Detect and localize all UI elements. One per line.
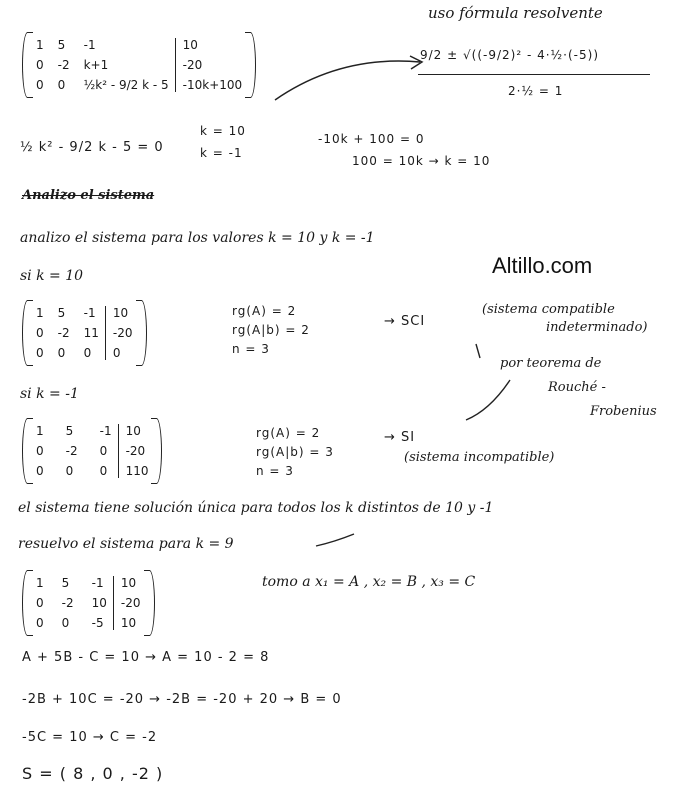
augmented-cell: 10 [120, 576, 137, 590]
watermark: Altillo.com [492, 253, 593, 278]
matrix-cell: 0 [57, 78, 66, 92]
matrix-cell: 1 [36, 306, 44, 320]
matrix-cell: 0 [36, 596, 44, 610]
analysis-line: analizo el sistema para los valores k = 10 y k = -1 [20, 230, 375, 246]
solve-heading: resuelvo el sistema para k = 9 [18, 536, 234, 552]
step-3: -5C = 10 → C = -2 [22, 730, 158, 745]
matrix-cell: -2 [57, 326, 70, 340]
augmented-cell: 10 [120, 616, 137, 630]
matrix-case1 [22, 302, 147, 364]
check-mark-icon [310, 532, 360, 556]
matrix-cell: 0 [99, 444, 108, 458]
formula-denominator: 2·½ = 1 [508, 84, 564, 98]
matrix-cell: 0 [36, 58, 44, 72]
step-2: -2B + 10C = -20 → -2B = -20 + 20 → B = 0 [22, 692, 342, 707]
pointer-lines [460, 340, 520, 430]
matrix-cell: -1 [83, 38, 96, 52]
theorem-note-1: por teorema de [500, 356, 602, 371]
step-1: A + 5B - C = 10 → A = 10 - 2 = 8 [22, 650, 270, 665]
matrix-cell: -2 [57, 58, 70, 72]
variables-note: tomo a x₁ = A , x₂ = B , x₃ = C [262, 574, 476, 590]
matrix-cell: 0 [99, 464, 108, 478]
case1-n: n = 3 [232, 342, 270, 356]
matrix-cell: 0 [36, 78, 44, 92]
theorem-note-2: Rouché - [548, 380, 606, 395]
matrix-cell: 0 [36, 444, 44, 458]
matrix-cell: 0 [36, 464, 44, 478]
case2-result: → SI [384, 430, 416, 445]
root-1: k = 10 [200, 124, 246, 138]
case1-rank-ab: rg(A|b) = 2 [232, 323, 310, 337]
matrix-cell: 5 [57, 306, 66, 320]
case1-label: si k = 10 [20, 268, 84, 284]
augmented-cell: 0 [112, 346, 121, 360]
matrix-cell: 1 [36, 38, 44, 52]
matrix-cell: 0 [57, 346, 66, 360]
matrix-cell: 0 [36, 616, 44, 630]
matrix-cell: 0 [65, 464, 74, 478]
case2-rank-a: rg(A) = 2 [256, 426, 321, 440]
augmented-cell: -20 [120, 596, 141, 610]
case2-rank-ab: rg(A|b) = 3 [256, 445, 334, 459]
augmented-cell: 10 [125, 424, 141, 438]
equation-1: -10k + 100 = 0 [318, 132, 425, 146]
matrix-cell: 0 [36, 326, 44, 340]
matrix-cell: -1 [83, 306, 96, 320]
case1-note-2: indeterminado) [546, 320, 648, 335]
matrix-cell: 0 [36, 346, 44, 360]
case2-ranks [256, 424, 334, 481]
augmented-cell: -20 [125, 444, 146, 458]
matrix-cell: k+1 [83, 58, 109, 72]
matrix-cell: 0 [83, 346, 92, 360]
crossed-out-heading: Analizo el sistema [22, 188, 155, 203]
case2-n: n = 3 [256, 464, 294, 478]
matrix-cell: -2 [61, 596, 74, 610]
augmented-cell: 10 [112, 306, 129, 320]
conclusion: el sistema tiene solución única para todos los k distintos de 10 y -1 [18, 500, 494, 516]
matrix-final [22, 572, 155, 634]
solution: S = ( 8 , 0 , -2 ) [22, 764, 164, 783]
case1-result: → SCI [384, 314, 426, 329]
formula-note-title: uso fórmula resolvente [428, 4, 603, 22]
root-2: k = -1 [200, 146, 243, 160]
formula-numerator: 9/2 ± √((-9/2)² - 4·½·(-5)) [420, 48, 600, 62]
case1-note-1: (sistema compatible [482, 302, 615, 317]
curved-arrow-icon [270, 50, 440, 110]
case1-ranks [232, 302, 310, 359]
matrix-cell: -2 [65, 444, 78, 458]
matrix-cell: 1 [36, 424, 44, 438]
matrix-1 [22, 34, 256, 96]
matrix-cell: 5 [57, 38, 66, 52]
matrix-cell: -5 [91, 616, 104, 630]
matrix-cell: 5 [61, 576, 70, 590]
matrix-cell: 0 [61, 616, 70, 630]
matrix-cell: 5 [65, 424, 74, 438]
fraction-bar [418, 74, 650, 75]
matrix-cell: 10 [91, 596, 107, 610]
matrix-case2 [22, 420, 162, 482]
matrix-cell: ½k² - 9/2 k - 5 [83, 78, 169, 92]
matrix-cell: 11 [83, 326, 99, 340]
case2-note: (sistema incompatible) [404, 450, 555, 465]
augmented-cell: 110 [125, 464, 149, 478]
augmented-cell: -20 [112, 326, 133, 340]
case2-label: si k = -1 [20, 386, 79, 402]
augmented-cell: -20 [182, 58, 203, 72]
theorem-note-3: Frobenius [590, 404, 657, 419]
matrix-cell: -1 [99, 424, 112, 438]
quadratic-equation: ½ k² - 9/2 k - 5 = 0 [20, 140, 164, 155]
matrix-cell: -1 [91, 576, 104, 590]
augmented-cell: -10k+100 [182, 78, 243, 92]
matrix-cell: 1 [36, 576, 44, 590]
augmented-cell: 10 [182, 38, 198, 52]
case1-rank-a: rg(A) = 2 [232, 304, 297, 318]
equation-2: 100 = 10k → k = 10 [352, 154, 491, 168]
